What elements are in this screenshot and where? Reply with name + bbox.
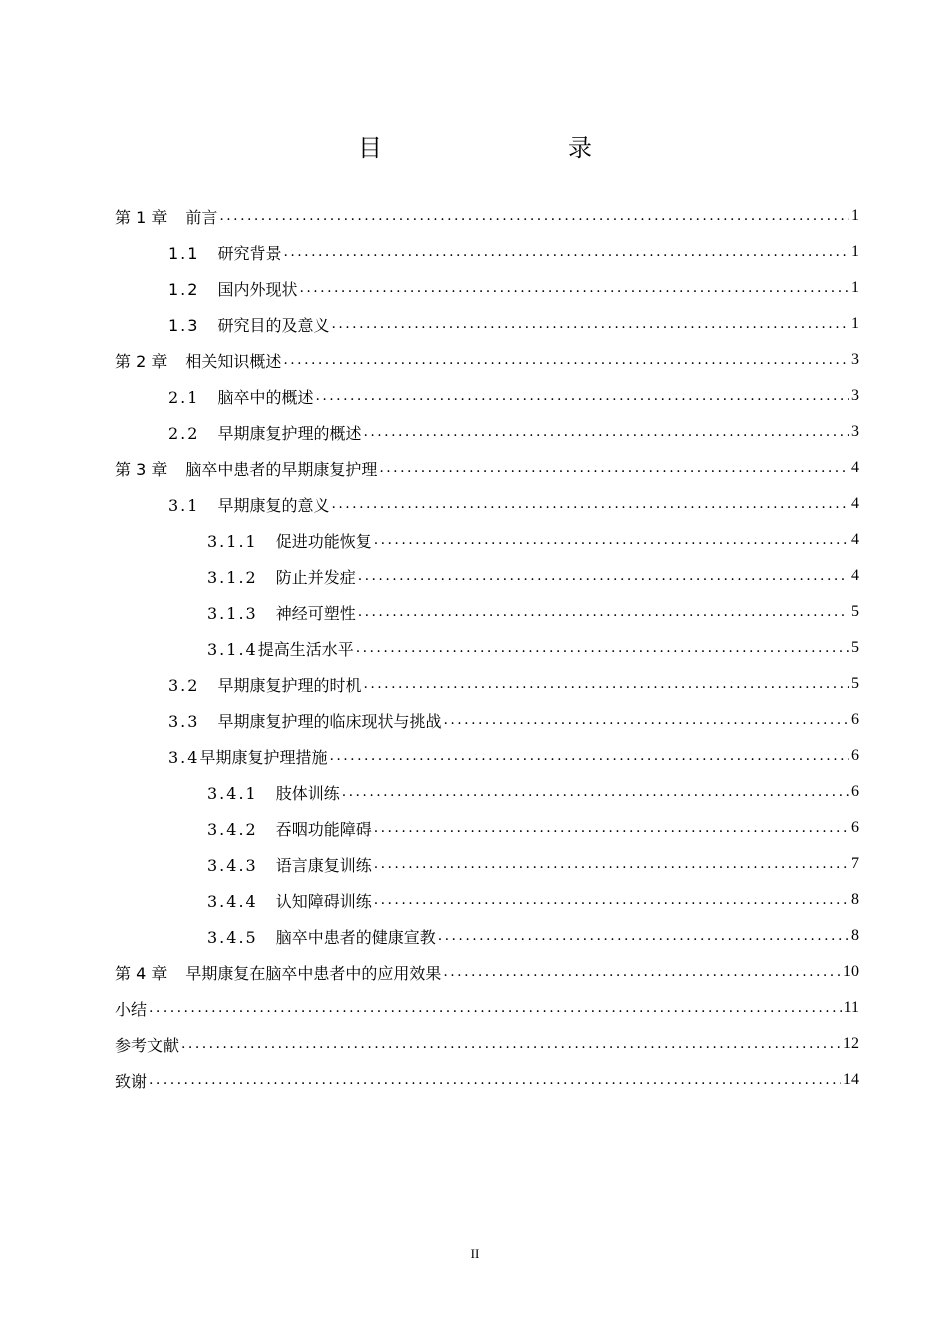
toc-entry-number: 3.1.1 [207, 531, 258, 551]
dot-leader [358, 568, 849, 584]
toc-entry-title [115, 961, 441, 984]
toc-entry-label: 脑卒中的概述 [217, 387, 314, 407]
dot-leader [331, 316, 849, 332]
toc-entry[interactable] [115, 306, 859, 342]
toc-entry-title [207, 637, 354, 660]
toc-entry-title [168, 493, 329, 516]
toc-entry-number: 第 3 章 [115, 459, 168, 479]
toc-entry-number: 3.1.3 [207, 603, 258, 623]
toc-entry-page: 5 [851, 639, 859, 656]
toc-entry[interactable] [115, 702, 859, 738]
toc-entry-label: 致谢 [115, 1071, 148, 1091]
toc-entry-title [168, 673, 361, 696]
toc-entry-title [115, 349, 281, 372]
toc-entry-title [207, 853, 372, 876]
toc-entry-page: 6 [851, 783, 859, 800]
toc-entry[interactable] [115, 738, 859, 774]
toc-entry[interactable] [115, 666, 859, 702]
toc-entry[interactable] [115, 810, 859, 846]
toc-entry-page: 5 [851, 603, 859, 620]
toc-entry-label: 神经可塑性 [275, 603, 356, 623]
toc-entry[interactable] [115, 450, 859, 486]
toc-entry-title [168, 709, 441, 732]
toc-entry-title [207, 817, 372, 840]
toc-entry[interactable] [115, 270, 859, 306]
dot-leader [374, 856, 849, 872]
toc-entry-number: 3.4.4 [207, 891, 258, 911]
toc-entry-page: 4 [851, 531, 859, 548]
toc-entry-label: 语言康复训练 [275, 855, 372, 875]
toc-entry-number: 1.3 [168, 315, 200, 335]
toc-entry-title [168, 421, 361, 444]
dot-leader [374, 532, 849, 548]
toc-entry-title [207, 889, 372, 912]
dot-leader [149, 1072, 841, 1088]
toc-entry-title [207, 925, 436, 948]
toc-entry-number: 3.4.2 [207, 819, 258, 839]
toc-entry[interactable] [115, 990, 859, 1026]
toc-entry-number: 3.4.1 [207, 783, 258, 803]
toc-entry-label: 早期康复护理措施 [199, 747, 328, 767]
toc-entry-label: 脑卒中患者的健康宣教 [275, 927, 436, 947]
toc-entry-title [207, 529, 372, 552]
toc-entry-label: 早期康复护理的时机 [217, 675, 362, 695]
toc-entry-number: 3.2 [168, 675, 200, 695]
toc-entry-title [115, 205, 217, 228]
toc-entry-page: 10 [843, 963, 859, 980]
dot-leader [149, 1000, 842, 1016]
toc-entry-page: 4 [851, 495, 859, 512]
toc-entry[interactable] [115, 918, 859, 954]
toc-entry-page: 3 [851, 387, 859, 404]
dot-leader [363, 676, 849, 692]
toc-entry[interactable] [115, 1062, 859, 1098]
toc-entry[interactable] [115, 378, 859, 414]
toc-entry-number: 3.1.4 [207, 639, 258, 659]
toc-entry-label: 早期康复的意义 [217, 495, 330, 515]
toc-entry-title [207, 601, 356, 624]
toc-entry[interactable] [115, 630, 859, 666]
dot-leader [219, 208, 849, 224]
toc-entry-page: 3 [851, 351, 859, 368]
toc-entry-page: 4 [851, 567, 859, 584]
toc-entry-number: 2.2 [168, 423, 200, 443]
toc-entry-number: 第 2 章 [115, 351, 168, 371]
toc-entry-page: 1 [851, 315, 859, 332]
toc-entry-page: 8 [851, 891, 859, 908]
toc-entry[interactable] [115, 774, 859, 810]
toc-entry-title [168, 241, 281, 264]
toc-entry-label: 早期康复护理的概述 [217, 423, 362, 443]
dot-leader [443, 712, 849, 728]
toc-entry-number: 3.4 [168, 747, 200, 767]
toc-entry-label: 参考文献 [115, 1035, 180, 1055]
dot-leader [358, 604, 849, 620]
dot-leader [356, 640, 849, 656]
toc-entry-page: 7 [851, 855, 859, 872]
toc-entry-page: 4 [851, 459, 859, 476]
toc-entry-label: 前言 [185, 207, 218, 227]
toc-entry-page: 6 [851, 747, 859, 764]
toc-entry-page: 6 [851, 711, 859, 728]
toc-entry-page: 3 [851, 423, 859, 440]
toc-entry-page: 6 [851, 819, 859, 836]
toc-entry[interactable] [115, 846, 859, 882]
toc-entry-title [207, 565, 356, 588]
dot-leader [283, 352, 849, 368]
toc-entry[interactable] [115, 558, 859, 594]
table-of-contents [115, 198, 859, 1098]
toc-entry-label: 脑卒中患者的早期康复护理 [185, 459, 378, 479]
toc-entry-number: 第 1 章 [115, 207, 168, 227]
toc-entry-number: 3.1 [168, 495, 200, 515]
toc-entry-title [115, 1069, 147, 1092]
dot-leader [342, 784, 849, 800]
toc-entry-page: 1 [851, 243, 859, 260]
toc-entry-page: 5 [851, 675, 859, 692]
toc-entry[interactable] [115, 1026, 859, 1062]
toc-entry-number: 3.1.2 [207, 567, 258, 587]
toc-entry-page: 12 [843, 1035, 859, 1052]
toc-entry-number: 1.1 [168, 243, 200, 263]
toc-entry-label: 肢体训练 [275, 783, 340, 803]
toc-entry[interactable] [115, 234, 859, 270]
toc-entry[interactable] [115, 198, 859, 234]
toc-entry-label: 国内外现状 [217, 279, 298, 299]
toc-entry-page: 11 [843, 999, 859, 1016]
dot-leader [379, 460, 849, 476]
page-title: 目 录 [358, 134, 638, 162]
toc-entry-title [168, 313, 329, 336]
toc-entry-number: 3.4.5 [207, 927, 258, 947]
toc-entry-number: 第 4 章 [115, 963, 168, 983]
toc-entry-label: 研究背景 [217, 243, 282, 263]
toc-entry-page: 14 [843, 1071, 859, 1088]
toc-entry-title [168, 277, 297, 300]
toc-entry[interactable] [115, 594, 859, 630]
toc-entry-page: 1 [851, 279, 859, 296]
dot-leader [443, 964, 841, 980]
toc-entry[interactable] [115, 486, 859, 522]
toc-entry-label: 相关知识概述 [185, 351, 282, 371]
toc-entry[interactable] [115, 414, 859, 450]
dot-leader [363, 424, 849, 440]
dot-leader [374, 892, 849, 908]
toc-entry-number: 3.3 [168, 711, 200, 731]
toc-entry-label: 早期康复在脑卒中患者中的应用效果 [185, 963, 442, 983]
dot-leader [331, 496, 849, 512]
dot-leader [283, 244, 849, 260]
toc-entry[interactable] [115, 954, 859, 990]
toc-entry-number: 3.4.3 [207, 855, 258, 875]
toc-entry-label: 认知障碍训练 [275, 891, 372, 911]
toc-entry-label: 防止并发症 [275, 567, 356, 587]
dot-leader [181, 1036, 841, 1052]
toc-entry-page: 1 [851, 207, 859, 224]
dot-leader [299, 280, 849, 296]
toc-entry[interactable] [115, 342, 859, 378]
toc-entry-title [207, 781, 340, 804]
toc-entry-label: 研究目的及意义 [217, 315, 330, 335]
toc-entry-title [168, 745, 327, 768]
toc-entry-label: 吞咽功能障碍 [275, 819, 372, 839]
toc-entry-label: 提高生活水平 [257, 639, 354, 659]
page-number: II [470, 1246, 480, 1261]
dot-leader [329, 748, 849, 764]
dot-leader [438, 928, 849, 944]
toc-entry-label: 小结 [115, 999, 148, 1019]
toc-entry-title [115, 1033, 179, 1056]
toc-entry-number: 2.1 [168, 387, 200, 407]
toc-entry-title [115, 457, 377, 480]
toc-entry-page: 8 [851, 927, 859, 944]
dot-leader [374, 820, 849, 836]
toc-entry[interactable] [115, 882, 859, 918]
toc-entry-label: 促进功能恢复 [275, 531, 372, 551]
toc-entry-title [168, 385, 313, 408]
toc-entry-label: 早期康复护理的临床现状与挑战 [217, 711, 442, 731]
dot-leader [315, 388, 849, 404]
toc-entry[interactable] [115, 522, 859, 558]
toc-entry-number: 1.2 [168, 279, 200, 299]
toc-entry-title [115, 997, 147, 1020]
